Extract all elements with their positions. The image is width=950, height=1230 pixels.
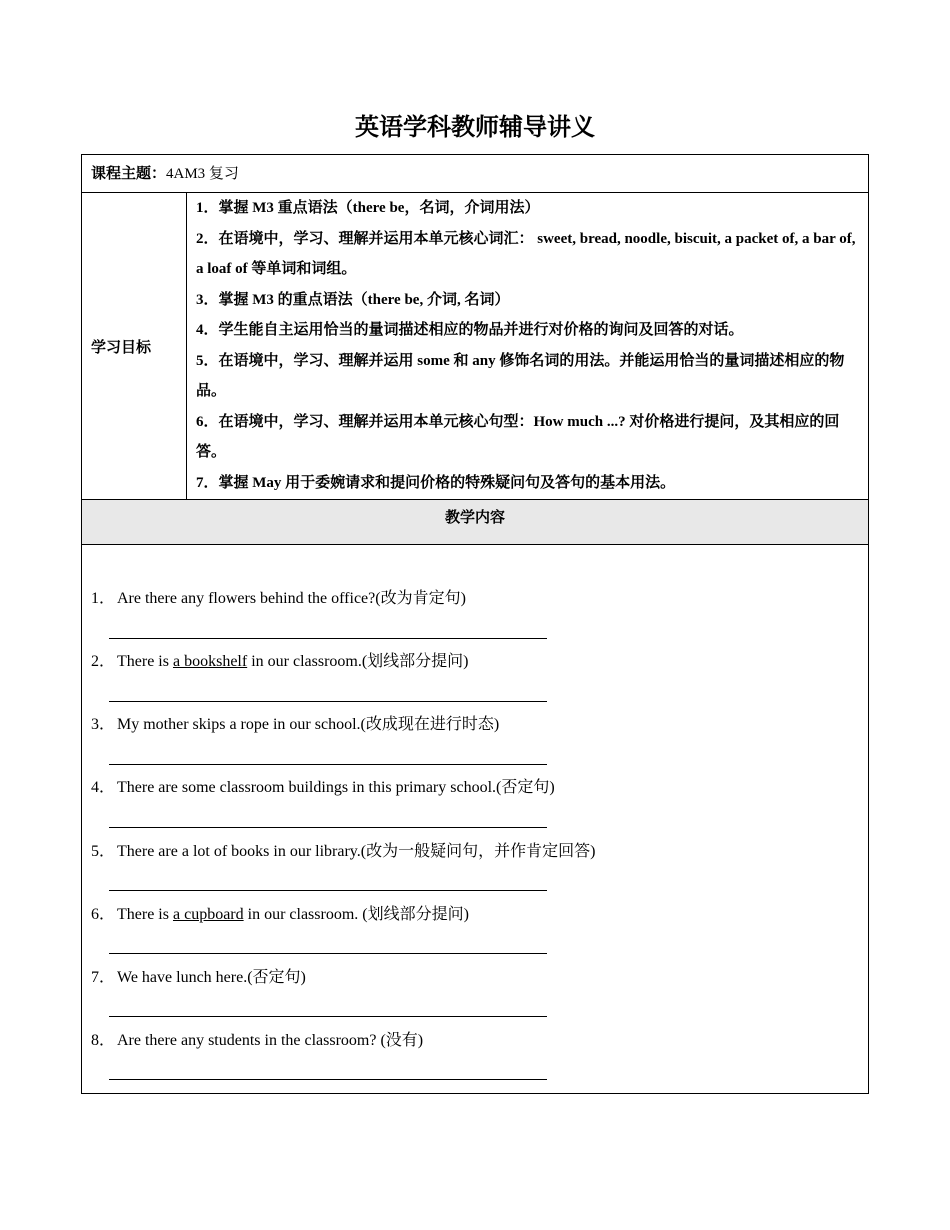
exercise-item [91,651,469,673]
answer-line[interactable] [109,827,547,828]
goals-row [82,193,868,500]
exercise-number: 3． [91,716,116,733]
exercise-text: We have lunch here.(否定句) [117,969,306,986]
answer-line[interactable] [109,764,547,765]
goal-item: 5．在语境中，学习、理解并运用 some 和 any 修饰名词的用法。并能运用恰当的量词描述相应的物品。 [196,352,845,399]
exercise-text-end: in our classroom. (划线部分提问) [243,906,469,923]
exercise-text: Are there any students in the classroom? (没有) [117,1032,424,1049]
exercise-number: 4． [91,779,116,796]
goals-label: 学习目标 [82,193,187,499]
goal-item: 1．掌握 M3 重点语法（there be，名词，介词用法） [196,200,540,216]
exercise-text: There are some classroom buildings in this primary school.(否定句) [117,779,555,796]
exercise-text: There is [117,653,173,670]
goal-item: 6．在语境中，学习、理解并运用本单元核心句型：How much ...? 对价格进行提问，及其相应的回答。 [196,413,840,460]
answer-line[interactable] [109,1079,547,1080]
answer-line[interactable] [109,953,547,954]
exercise-text: There are a lot of books in our library.(改为一般疑问句，并作肯定回答) [117,843,596,860]
answer-line[interactable] [109,701,547,702]
exercise-number: 6． [91,906,116,923]
topic-value: 4AM3 复习 [166,166,239,182]
page-title: 英语学科教师辅导讲义 [355,115,595,141]
answer-line[interactable] [109,1016,547,1017]
exercise-text-end: in our classroom.(划线部分提问) [247,653,469,670]
exercise-text: There is [117,906,173,923]
content-header: 教学内容 [82,500,868,545]
lesson-table [81,154,869,1094]
answer-line[interactable] [109,638,547,639]
exercise-item [91,1030,423,1052]
exercise-text: Are there any flowers behind the office?(改为肯定句) [117,590,466,607]
goal-item: 2．在语境中，学习、理解并运用本单元核心词汇： sweet, bread, noodle, biscuit, a packet of, a bar of, a loaf of 等单词和词组。 [196,230,856,277]
exercise-item [91,904,469,926]
goal-item: 7．掌握 May 用于委婉请求和提问价格的特殊疑问句及答句的基本用法。 [196,474,676,491]
goals-list [187,193,868,499]
exercise-item [91,588,466,610]
exercise-number: 1． [91,590,116,607]
exercise-item [91,841,595,863]
exercise-list [82,545,868,1093]
underlined-phrase: a bookshelf [172,653,248,670]
exercise-number: 2． [91,653,116,670]
underlined-phrase: a cupboard [172,906,244,923]
exercise-number: 8． [91,1032,116,1049]
goal-item: 3．掌握 M3 的重点语法（there be, 介词, 名词） [196,291,510,308]
topic-row [82,155,868,193]
answer-line[interactable] [109,890,547,891]
exercise-number: 5． [91,843,116,860]
exercise-item [91,967,306,989]
exercise-item [91,777,555,799]
goal-item: 4．学生能自主运用恰当的量词描述相应的物品并进行对价格的询问及回答的对话。 [196,322,744,338]
topic-label: 课程主题： [91,166,167,182]
exercise-item [91,714,499,736]
exercise-text: My mother skips a rope in our school.(改成现在进行时态) [117,716,500,733]
exercise-number: 7． [91,969,116,986]
